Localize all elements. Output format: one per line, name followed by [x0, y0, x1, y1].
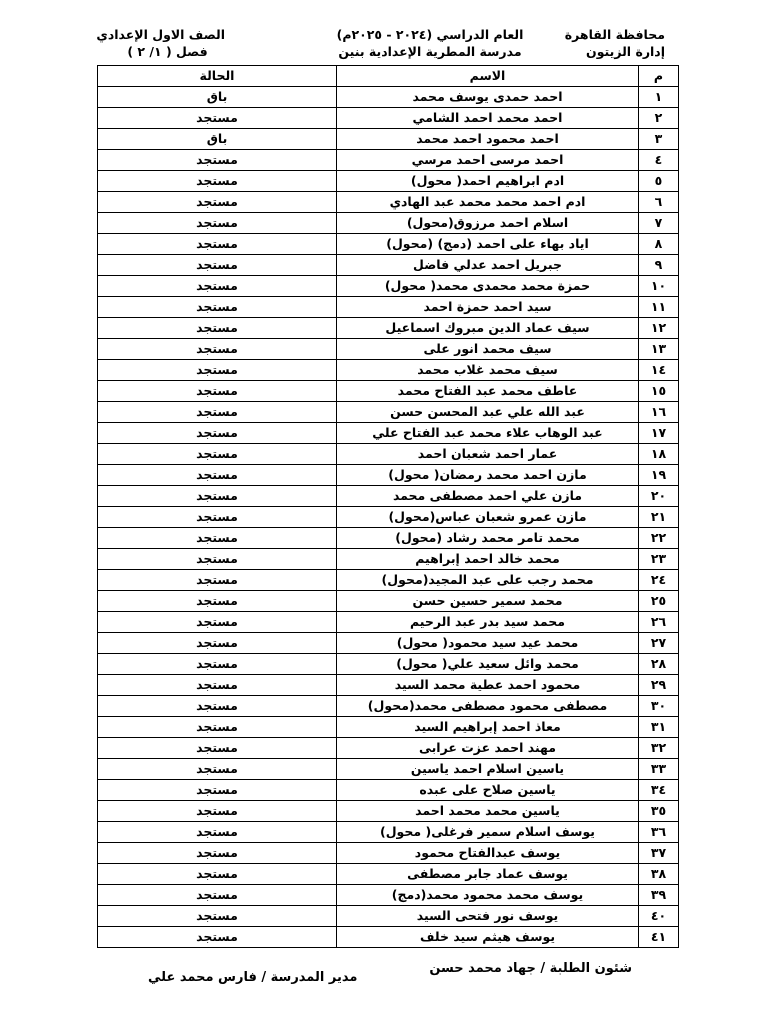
row-number: ٤٠: [639, 906, 679, 927]
student-status: مستجد: [98, 381, 337, 402]
table-row: [98, 360, 679, 381]
student-name: يوسف عبدالفتاح محمود: [337, 843, 639, 864]
table-row: [98, 213, 679, 234]
student-name: حمزة محمد محمدى محمد( محول): [337, 276, 639, 297]
student-name: يوسف عماد جابر مصطفى: [337, 864, 639, 885]
row-number: ٧: [639, 213, 679, 234]
table-row: [98, 633, 679, 654]
table-row: [98, 192, 679, 213]
student-name: يوسف هيثم سيد خلف: [337, 927, 639, 948]
student-name: ادم احمد محمد محمد عبد الهادي: [337, 192, 639, 213]
student-status: مستجد: [98, 360, 337, 381]
table-row: [98, 780, 679, 801]
table-row: [98, 381, 679, 402]
student-status: مستجد: [98, 507, 337, 528]
row-number: ٢٢: [639, 528, 679, 549]
row-number: ٣٥: [639, 801, 679, 822]
table-body: [98, 87, 679, 948]
student-name: احمد محمد احمد الشامي: [337, 108, 639, 129]
student-status: مستجد: [98, 465, 337, 486]
grade: الصف الاول الإعدادي: [96, 27, 225, 42]
row-number: ٤: [639, 150, 679, 171]
student-status: مستجد: [98, 612, 337, 633]
student-name: عاطف محمد عبد الفتاح محمد: [337, 381, 639, 402]
student-name: سيف محمد انور على: [337, 339, 639, 360]
student-name: محمد تامر محمد رشاد (محول): [337, 528, 639, 549]
student-status: مستجد: [98, 822, 337, 843]
student-status: مستجد: [98, 696, 337, 717]
table-row: [98, 423, 679, 444]
header-class-block: [96, 26, 225, 60]
table-row: [98, 129, 679, 150]
table-row: [98, 927, 679, 948]
row-number: ١٥: [639, 381, 679, 402]
row-number: ٣٩: [639, 885, 679, 906]
student-status: مستجد: [98, 339, 337, 360]
table-row: [98, 234, 679, 255]
student-name: احمد مرسى احمد مرسي: [337, 150, 639, 171]
student-status: مستجد: [98, 801, 337, 822]
table-row: [98, 675, 679, 696]
student-status: مستجد: [98, 297, 337, 318]
table-row: [98, 108, 679, 129]
row-number: ٢٨: [639, 654, 679, 675]
student-status: مستجد: [98, 654, 337, 675]
table-row: [98, 339, 679, 360]
row-number: ٢٧: [639, 633, 679, 654]
row-number: ٣٨: [639, 864, 679, 885]
row-number: ٩: [639, 255, 679, 276]
student-name: يوسف محمد محمود محمد(دمج): [337, 885, 639, 906]
student-status: مستجد: [98, 780, 337, 801]
row-number: ٣٣: [639, 759, 679, 780]
row-number: ١٣: [639, 339, 679, 360]
table-row: [98, 444, 679, 465]
governorate: محافظة القاهرة: [564, 27, 665, 42]
student-name: محمد عيد سيد محمود( محول): [337, 633, 639, 654]
student-status: مستجد: [98, 843, 337, 864]
table-row: [98, 87, 679, 108]
student-status: مستجد: [98, 234, 337, 255]
row-number: ٦: [639, 192, 679, 213]
student-name: احمد حمدى يوسف محمد: [337, 87, 639, 108]
row-number: ٢٦: [639, 612, 679, 633]
class-label: فصل ( ١/ ٢ ): [127, 44, 208, 59]
student-status: مستجد: [98, 150, 337, 171]
row-number: ٣٤: [639, 780, 679, 801]
table-row: [98, 864, 679, 885]
student-status: مستجد: [98, 192, 337, 213]
student-status: مستجد: [98, 906, 337, 927]
table-row: [98, 822, 679, 843]
student-name: معاذ احمد إبراهيم السيد: [337, 717, 639, 738]
student-name: عبد الوهاب علاء محمد عبد الفتاح علي: [337, 423, 639, 444]
student-name: اياد بهاء على احمد (دمج) (محول): [337, 234, 639, 255]
table-row: [98, 843, 679, 864]
table-row: [98, 255, 679, 276]
student-name: مازن عمرو شعبان عباس(محول): [337, 507, 639, 528]
row-number: ٢٤: [639, 570, 679, 591]
row-number: ٢٩: [639, 675, 679, 696]
row-number: ١٨: [639, 444, 679, 465]
table-row: [98, 507, 679, 528]
student-name: احمد محمود احمد محمد: [337, 129, 639, 150]
student-name: سيد احمد حمزة احمد: [337, 297, 639, 318]
student-name: محمود احمد عطية محمد السيد: [337, 675, 639, 696]
row-number: ٢٣: [639, 549, 679, 570]
row-number: ٣٦: [639, 822, 679, 843]
student-name: مازن احمد محمد رمضان( محول): [337, 465, 639, 486]
student-name: مصطفى محمود مصطفى محمد(محول): [337, 696, 639, 717]
table-row: [98, 402, 679, 423]
table-row: [98, 528, 679, 549]
student-status: مستجد: [98, 633, 337, 654]
row-number: ١٠: [639, 276, 679, 297]
row-number: ٣١: [639, 717, 679, 738]
header-governorate-block: [565, 26, 665, 60]
table-row: [98, 297, 679, 318]
student-status: مستجد: [98, 885, 337, 906]
student-status: مستجد: [98, 864, 337, 885]
table-row: [98, 738, 679, 759]
row-number: ٢١: [639, 507, 679, 528]
table-row: [98, 759, 679, 780]
student-name: ادم ابراهيم احمد( محول): [337, 171, 639, 192]
row-number: ٨: [639, 234, 679, 255]
student-affairs-signature: شئون الطلبة / جهاد محمد حسن: [429, 961, 632, 976]
header-status: الحالة: [98, 66, 337, 87]
student-status: مستجد: [98, 171, 337, 192]
table-row: [98, 276, 679, 297]
table-header-row: [98, 66, 679, 87]
student-status: مستجد: [98, 570, 337, 591]
row-number: ٢: [639, 108, 679, 129]
student-name: محمد سيد بدر عبد الرحيم: [337, 612, 639, 633]
student-status: مستجد: [98, 591, 337, 612]
student-name: محمد رجب على عبد المجيد(محول): [337, 570, 639, 591]
header-school-block: [310, 26, 550, 60]
school-name: مدرسة المطرية الإعدادية بنين: [338, 44, 522, 59]
row-number: ١٧: [639, 423, 679, 444]
row-number: ١٤: [639, 360, 679, 381]
student-name: يوسف نور فتحى السيد: [337, 906, 639, 927]
student-status: مستجد: [98, 444, 337, 465]
student-status: مستجد: [98, 717, 337, 738]
student-name: مهند احمد عزت عرابى: [337, 738, 639, 759]
student-status: مستجد: [98, 738, 337, 759]
student-status: مستجد: [98, 927, 337, 948]
row-number: ٢٥: [639, 591, 679, 612]
student-name: ياسين اسلام احمد ياسين: [337, 759, 639, 780]
student-status: باق: [98, 129, 337, 150]
table-row: [98, 570, 679, 591]
row-number: ٣: [639, 129, 679, 150]
student-name: سيف عماد الدين مبروك اسماعيل: [337, 318, 639, 339]
student-name: عمار احمد شعبان احمد: [337, 444, 639, 465]
student-name: محمد خالد احمد إبراهيم: [337, 549, 639, 570]
student-status: مستجد: [98, 423, 337, 444]
student-name: محمد سمير حسين حسن: [337, 591, 639, 612]
student-status: مستجد: [98, 255, 337, 276]
table-row: [98, 318, 679, 339]
table-row: [98, 171, 679, 192]
table-row: [98, 801, 679, 822]
student-status: مستجد: [98, 108, 337, 129]
table-row: [98, 591, 679, 612]
student-status: مستجد: [98, 318, 337, 339]
table-row: [98, 465, 679, 486]
student-status: مستجد: [98, 486, 337, 507]
academic-year: العام الدراسي (٢٠٢٤ - ٢٠٢٥م): [336, 27, 524, 42]
student-name: ياسين صلاح على عبده: [337, 780, 639, 801]
row-number: ٣٧: [639, 843, 679, 864]
row-number: ١٢: [639, 318, 679, 339]
row-number: ٣٠: [639, 696, 679, 717]
table-row: [98, 717, 679, 738]
table-row: [98, 696, 679, 717]
row-number: ١: [639, 87, 679, 108]
table-row: [98, 549, 679, 570]
row-number: ٢٠: [639, 486, 679, 507]
row-number: ١٩: [639, 465, 679, 486]
header-num: م: [639, 66, 679, 87]
row-number: ١٦: [639, 402, 679, 423]
row-number: ١١: [639, 297, 679, 318]
administration: إدارة الزيتون: [586, 44, 665, 59]
student-name: سيف محمد غلاب محمد: [337, 360, 639, 381]
header-name: الاسم: [337, 66, 639, 87]
student-status: باق: [98, 87, 337, 108]
student-status: مستجد: [98, 213, 337, 234]
row-number: ٥: [639, 171, 679, 192]
student-status: مستجد: [98, 549, 337, 570]
student-name: اسلام احمد مرزوق(محول): [337, 213, 639, 234]
student-name: يوسف اسلام سمير فرغلى( محول): [337, 822, 639, 843]
student-name: جبريل احمد عدلي فاضل: [337, 255, 639, 276]
student-name: ياسين محمد محمد احمد: [337, 801, 639, 822]
student-name: مازن علي احمد مصطفى محمد: [337, 486, 639, 507]
student-status: مستجد: [98, 528, 337, 549]
principal-signature: مدير المدرسة / فارس محمد علي: [148, 970, 358, 985]
row-number: ٤١: [639, 927, 679, 948]
table-row: [98, 885, 679, 906]
student-status: مستجد: [98, 276, 337, 297]
table-row: [98, 486, 679, 507]
student-status: مستجد: [98, 402, 337, 423]
row-number: ٣٢: [639, 738, 679, 759]
student-name: محمد وائل سعيد علي( محول): [337, 654, 639, 675]
table-row: [98, 612, 679, 633]
student-name: عبد الله علي عبد المحسن حسن: [337, 402, 639, 423]
student-status: مستجد: [98, 759, 337, 780]
table-row: [98, 906, 679, 927]
table-row: [98, 150, 679, 171]
student-roster-table: [97, 65, 679, 948]
table-row: [98, 654, 679, 675]
student-status: مستجد: [98, 675, 337, 696]
